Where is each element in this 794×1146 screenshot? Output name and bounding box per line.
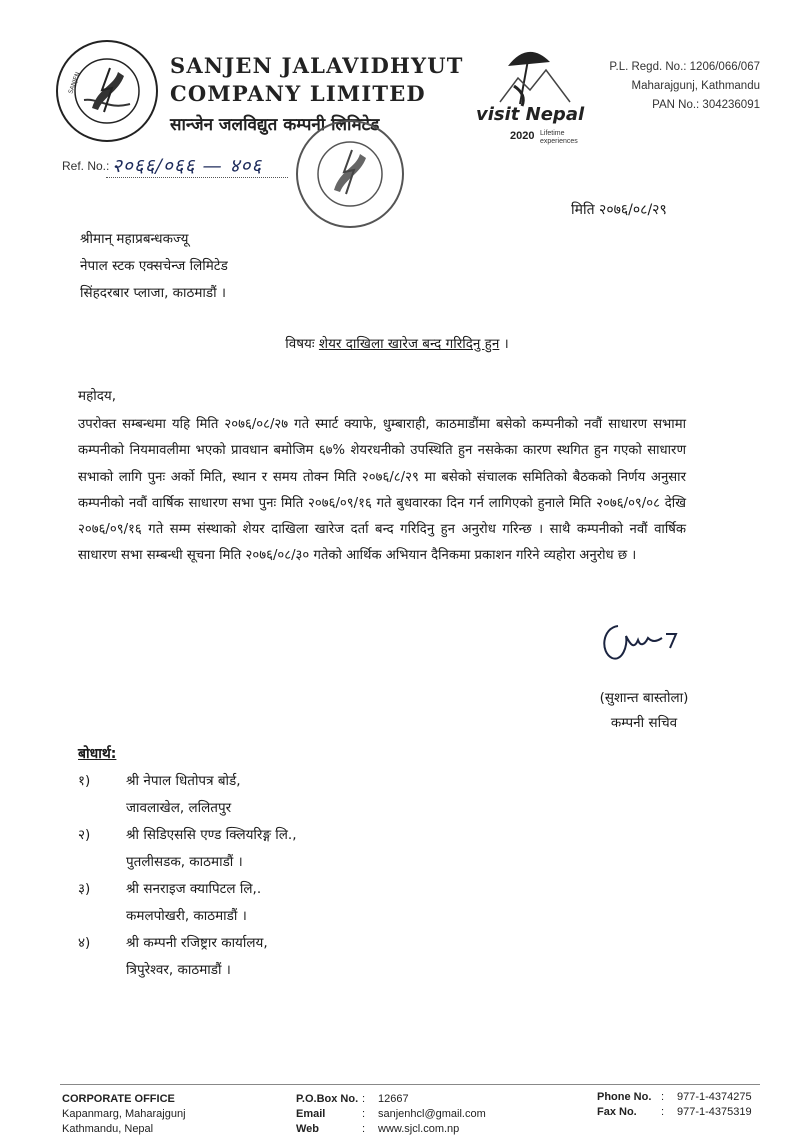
footer-office bbox=[62, 1092, 186, 1137]
ref-label: Ref. No.: bbox=[62, 159, 110, 173]
pobox-label: P.O.Box No. bbox=[296, 1093, 359, 1105]
company-name-line1: SANJEN JALAVIDHYUT bbox=[170, 53, 464, 78]
addressee-line: नेपाल स्टक एक्सचेन्ज लिमिटेड bbox=[80, 258, 228, 274]
signatory-block bbox=[574, 686, 714, 736]
cc-line: जावलाखेल, ललितपुर bbox=[126, 800, 232, 816]
registration-info bbox=[609, 58, 760, 115]
subject-label: विषयः bbox=[285, 336, 315, 352]
office-city: Kathmandu, Nepal bbox=[62, 1123, 154, 1135]
letter-body: उपरोक्त सम्बन्धमा यहि मिति २०७६/०८/२७ गते स्मार्ट क्याफे, धुम्बाराही, काठमाडौंमा बसेको कम्पनीको नवौं साधारण सभामा कम्पनीको नियमावलीमा भएको प्रावधान बमोजिम ६७% शेयरधनीको उपस्थिति हुन नसकेका कारण स्थगित हुन गएको साधारण सभाको लागि पुनः अर्को मिति, स्थान र समय तोक्न मिति २०७६/८/२९ मा बसेको संचालक समितिको बैठकको निर्णय अनुसार कम्पनीको नवौं वार्षिक साधारण सभा पुनः मिति २०७६/०९/१६ गते बुधवारका दिन गर्न लागिएको हुनाले मिति २०७६/०९/०८ देखि २०७६/०९/१६ गते सम्म संस्थाको शेयर दाखिला खारेज दर्ता बन्द गरिदिनु हुन अनुरोध गरिन्छ । साथै कम्पनीको नवौं वार्षिक साधारण सभा सम्बन्धी सूचना मिति २०७६/०८/३० गतेको आर्थिक अभियान दैनिकमा प्रकाशन गरिने व्यहोरा अनुरोध छ । bbox=[78, 417, 686, 564]
cc-line: श्री सिडिएससि एण्ड क्लियरिङ्ग लि., bbox=[126, 827, 297, 843]
visit-nepal-tagline: Lifetime experiences bbox=[540, 130, 578, 145]
regd-address: Maharajgunj, Kathmandu bbox=[631, 80, 760, 92]
company-name bbox=[170, 52, 464, 108]
company-name-nepali: सान्जेन जलविद्युत कम्पनी लिमिटेड bbox=[170, 115, 380, 135]
regd-no: P.L. Regd. No.: 1206/066/067 bbox=[609, 61, 760, 73]
cc-number: १) bbox=[78, 773, 91, 789]
company-name-line2: COMPANY LIMITED bbox=[170, 81, 426, 106]
signature bbox=[596, 616, 688, 672]
fax-value: 977-1-4375319 bbox=[677, 1106, 752, 1118]
visit-nepal-text: visit Nepal bbox=[476, 104, 585, 125]
web-value: www.sjcl.com.np bbox=[378, 1123, 460, 1135]
subject-text: शेयर दाखिला खारेज बन्द गरिदिनु हुन bbox=[318, 336, 500, 352]
cc-line: श्री नेपाल धितोपत्र बोर्ड, bbox=[126, 773, 241, 789]
svg-text:SANJEN: SANJEN bbox=[67, 71, 82, 95]
addressee-line: श्रीमान् महाप्रबन्धकज्यू bbox=[80, 231, 189, 247]
office-title: CORPORATE OFFICE bbox=[62, 1093, 175, 1105]
subject-line bbox=[0, 334, 794, 352]
footer-phone: Phone No. : 977-1-4374275 Fax No. : 977-1-4375319 bbox=[597, 1091, 752, 1118]
phone-label: Phone No. bbox=[597, 1091, 652, 1103]
footer-contact: P.O.Box No. : 12667 Email : sanjenhcl@gmail.com Web : www.sjcl.com.np bbox=[296, 1093, 486, 1135]
pan-no: PAN No.: 304236091 bbox=[652, 99, 760, 111]
cc-number: ३) bbox=[78, 881, 91, 897]
ref-number: २०६६/०६६ — ४०६ bbox=[112, 155, 263, 177]
email-value: sanjenhcl@gmail.com bbox=[378, 1108, 486, 1120]
fax-label: Fax No. bbox=[597, 1106, 637, 1118]
footer-divider bbox=[60, 1084, 760, 1085]
phone-value: 977-1-4374275 bbox=[677, 1091, 752, 1103]
addressee-line: सिंहदरबार प्लाजा, काठमाडौं । bbox=[80, 285, 227, 301]
addressee-block bbox=[80, 226, 228, 307]
cc-title: बोधार्थ: bbox=[78, 746, 117, 762]
company-logo bbox=[54, 38, 160, 144]
salutation: महोदय, bbox=[78, 388, 117, 404]
cc-line: त्रिपुरेश्वर, काठमाडौं । bbox=[126, 962, 231, 978]
cc-line: श्री कम्पनी रजिष्ट्रार कार्यालय, bbox=[126, 935, 268, 951]
pobox-value: 12667 bbox=[378, 1093, 409, 1105]
company-stamp bbox=[294, 118, 406, 230]
signatory-name: (सुशान्त बास्तोला) bbox=[599, 690, 689, 706]
office-address: Kapanmarg, Maharajgunj bbox=[62, 1108, 186, 1120]
cc-number: २) bbox=[78, 827, 91, 843]
cc-line: श्री सनराइज क्यापिटल लि,. bbox=[126, 881, 262, 897]
signatory-title: कम्पनी सचिव bbox=[610, 715, 678, 731]
ref-dotted-line bbox=[106, 177, 288, 178]
letter-date: मिति २०७६/०८/२९ bbox=[571, 202, 667, 218]
email-label: Email bbox=[296, 1108, 326, 1120]
subject-end: । bbox=[499, 336, 509, 352]
cc-line: पुतलीसडक, काठमाडौं । bbox=[126, 854, 243, 870]
web-label: Web bbox=[296, 1123, 320, 1135]
cc-line: कमलपोखरी, काठमाडौं । bbox=[126, 908, 247, 924]
cc-number: ४) bbox=[78, 935, 91, 951]
visit-nepal-year: 2020 bbox=[510, 130, 535, 142]
